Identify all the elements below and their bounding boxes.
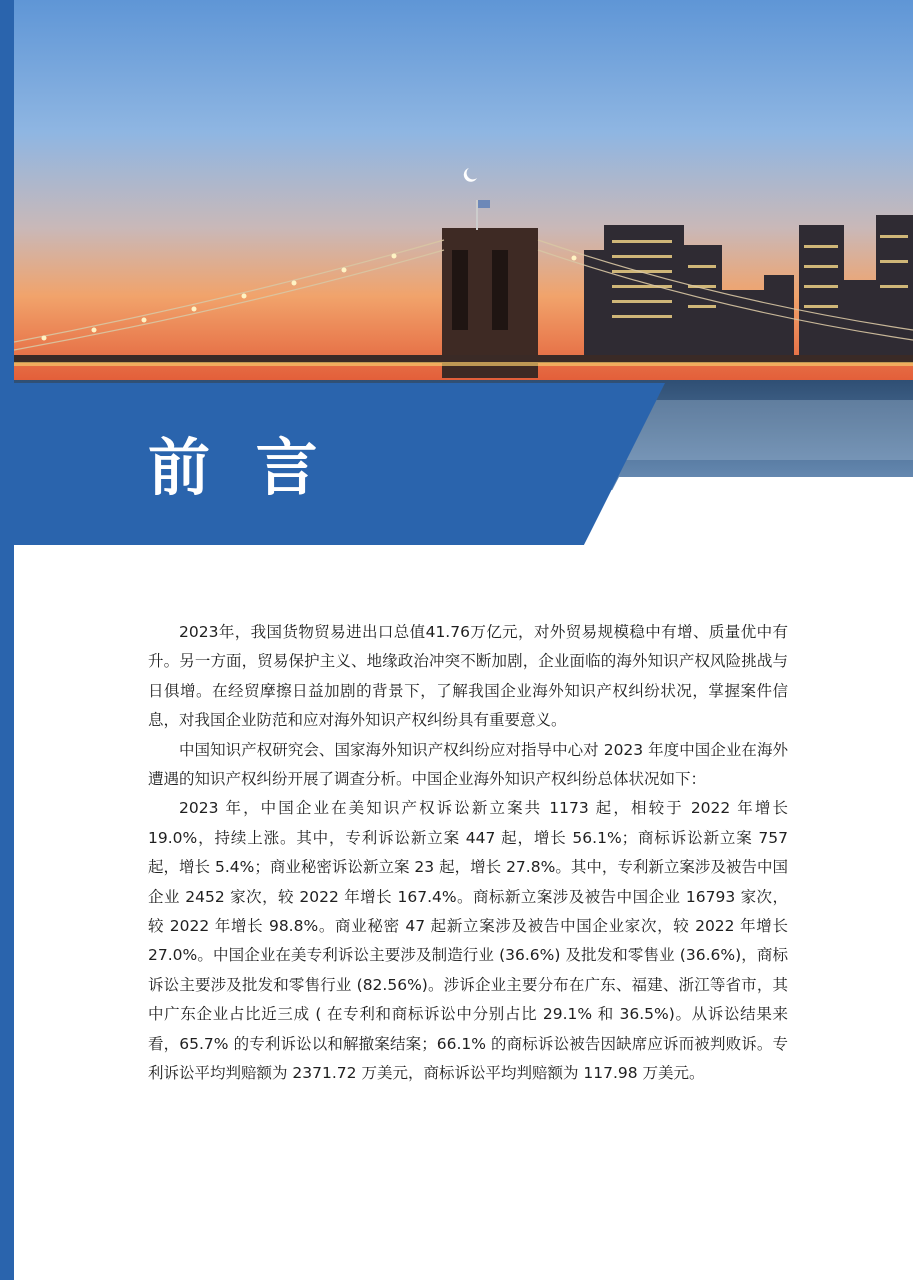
left-accent-stripe bbox=[0, 0, 14, 1280]
paragraph-1: 2023年，我国货物贸易进出口总值41.76万亿元，对外贸易规模稳中有增、质量优中有升。另一方面，贸易保护主义、地缘政治冲突不断加剧，企业面临的海外知识产权风险挑战与日俱增。在经贸摩擦日益加剧的背景下，了解我国企业海外知识产权纠纷状况，掌握案件信息，对我国企业防范和应对海外知识产权纠纷具有重要意义。 bbox=[148, 623, 788, 730]
paragraph-3: 2023 年，中国企业在美知识产权诉讼新立案共 1173 起，相较于 2022 年增长 19.0%，持续上涨。其中，专利诉讼新立案 447 起，增长 56.1%；商标诉讼新立案 757 起，增长 5.4%；商业秘密诉讼新立案 23 起，增长 27.8%。其中，专利新立案涉及被告中国企业 2452 家次，较 2022 年增长 167.4%。商标新立案涉及被告中国企业 16793 家次，较 2022 年增长 98.8%。商业秘密 47 起新立案涉及被告中国企业家次，较 2022 年增长 27.0%。中国企业在美专利诉讼主要涉及制造行业 (36.6%) 及批发和零售业 (36.6%)，商标诉讼主要涉及批发和零售行业 (82.56%)。涉诉企业主要分布在广东、福建、浙江等省市，其中广东企业占比近三成 ( 在专利和商标诉讼中分别占比 29.1% 和 36.5%)。从诉讼结果来看，65.7% 的专利诉讼以和解撤案结案；66.1% 的商标诉讼被告因缺席应诉而被判败诉。专利诉讼平均判赔额为 2371.72 万美元，商标诉讼平均判赔额为 117.98 万美元。 bbox=[148, 799, 788, 1083]
paragraph-2: 中国知识产权研究会、国家海外知识产权纠纷应对指导中心对 2023 年度中国企业在海外遭遇的知识产权纠纷开展了调查分析。中国企业海外知识产权纠纷总体状况如下： bbox=[148, 740, 788, 789]
preface-body bbox=[148, 618, 788, 1089]
page-title: 前 言 bbox=[148, 431, 330, 504]
